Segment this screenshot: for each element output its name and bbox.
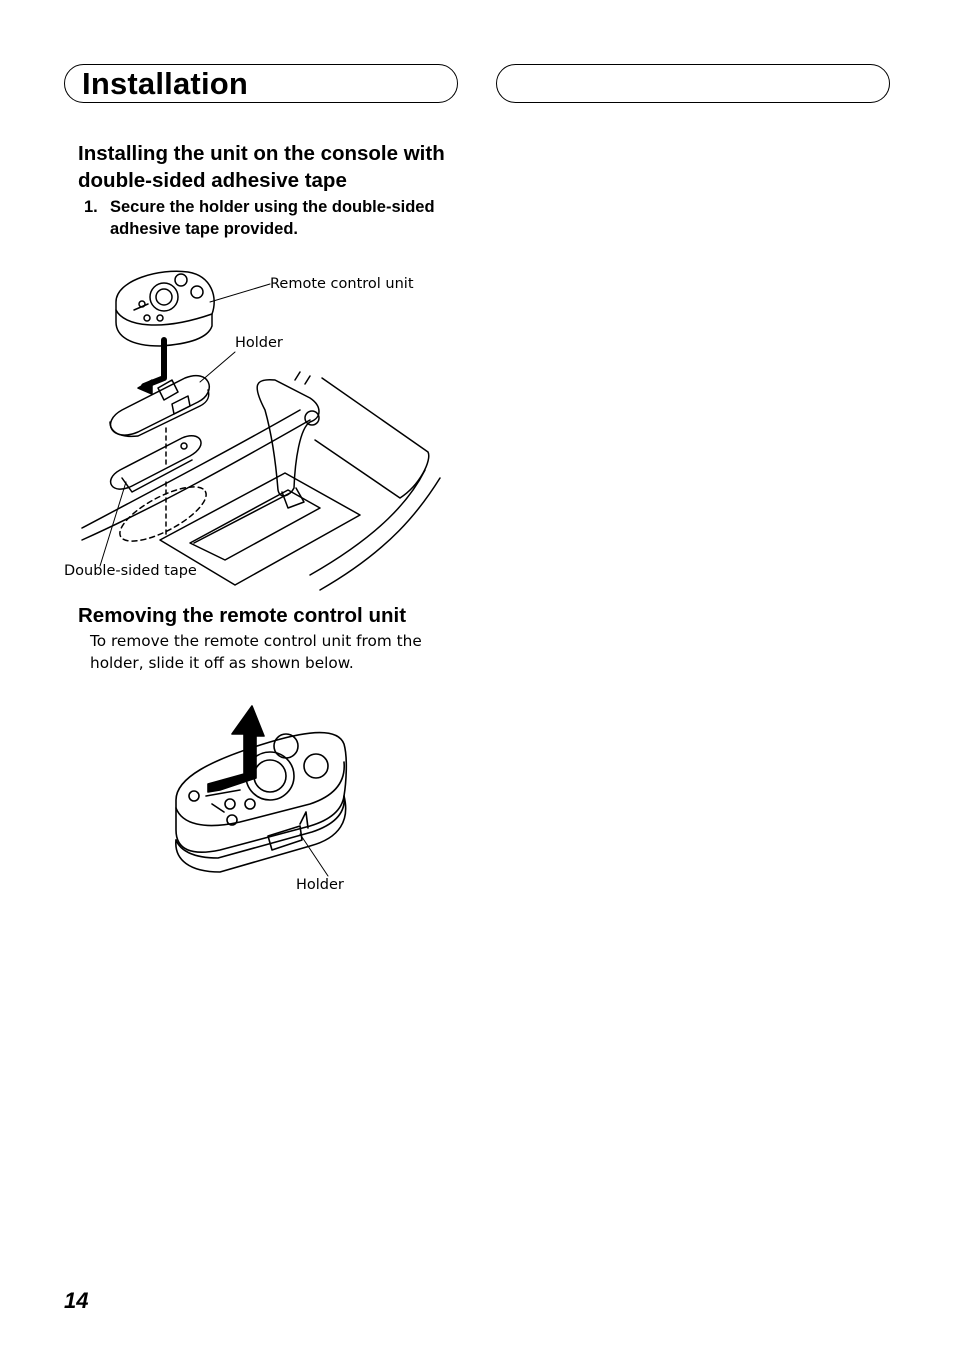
label-holder-2: Holder — [296, 877, 344, 893]
section-body-remove: To remove the remote control unit from the holder, slide it off as shown below. — [90, 632, 422, 672]
leader-holder — [200, 352, 235, 382]
section-tab-right — [496, 64, 890, 103]
installation-figure — [60, 260, 460, 600]
down-arrow — [144, 340, 164, 386]
console-edge — [82, 410, 300, 528]
console-front — [320, 478, 440, 590]
step-text: Secure the holder using the double-sided adhesive tape provided. — [110, 198, 435, 238]
up-arrow — [208, 706, 264, 792]
page-title: Installation — [82, 66, 249, 101]
step-number: 1. — [84, 198, 98, 216]
page-number: 14 — [64, 1288, 89, 1313]
label-double-sided-tape: Double-sided tape — [64, 563, 197, 579]
remote-dial — [150, 283, 178, 311]
section-heading-install: Installing the unit on the console with double-sided adhesive tape — [78, 142, 445, 192]
console-panel — [315, 378, 429, 498]
label-holder: Holder — [235, 335, 283, 351]
shift-lever — [257, 380, 319, 496]
leader-remote — [210, 284, 270, 302]
holder-base — [176, 796, 346, 872]
section-heading-remove: Removing the remote control unit — [78, 604, 407, 627]
remote-control-unit-2 — [176, 733, 346, 853]
removal-figure — [160, 700, 380, 880]
step-1 — [84, 196, 454, 240]
label-remote-control-unit: Remote control unit — [270, 276, 414, 292]
leader-tape — [100, 482, 126, 566]
